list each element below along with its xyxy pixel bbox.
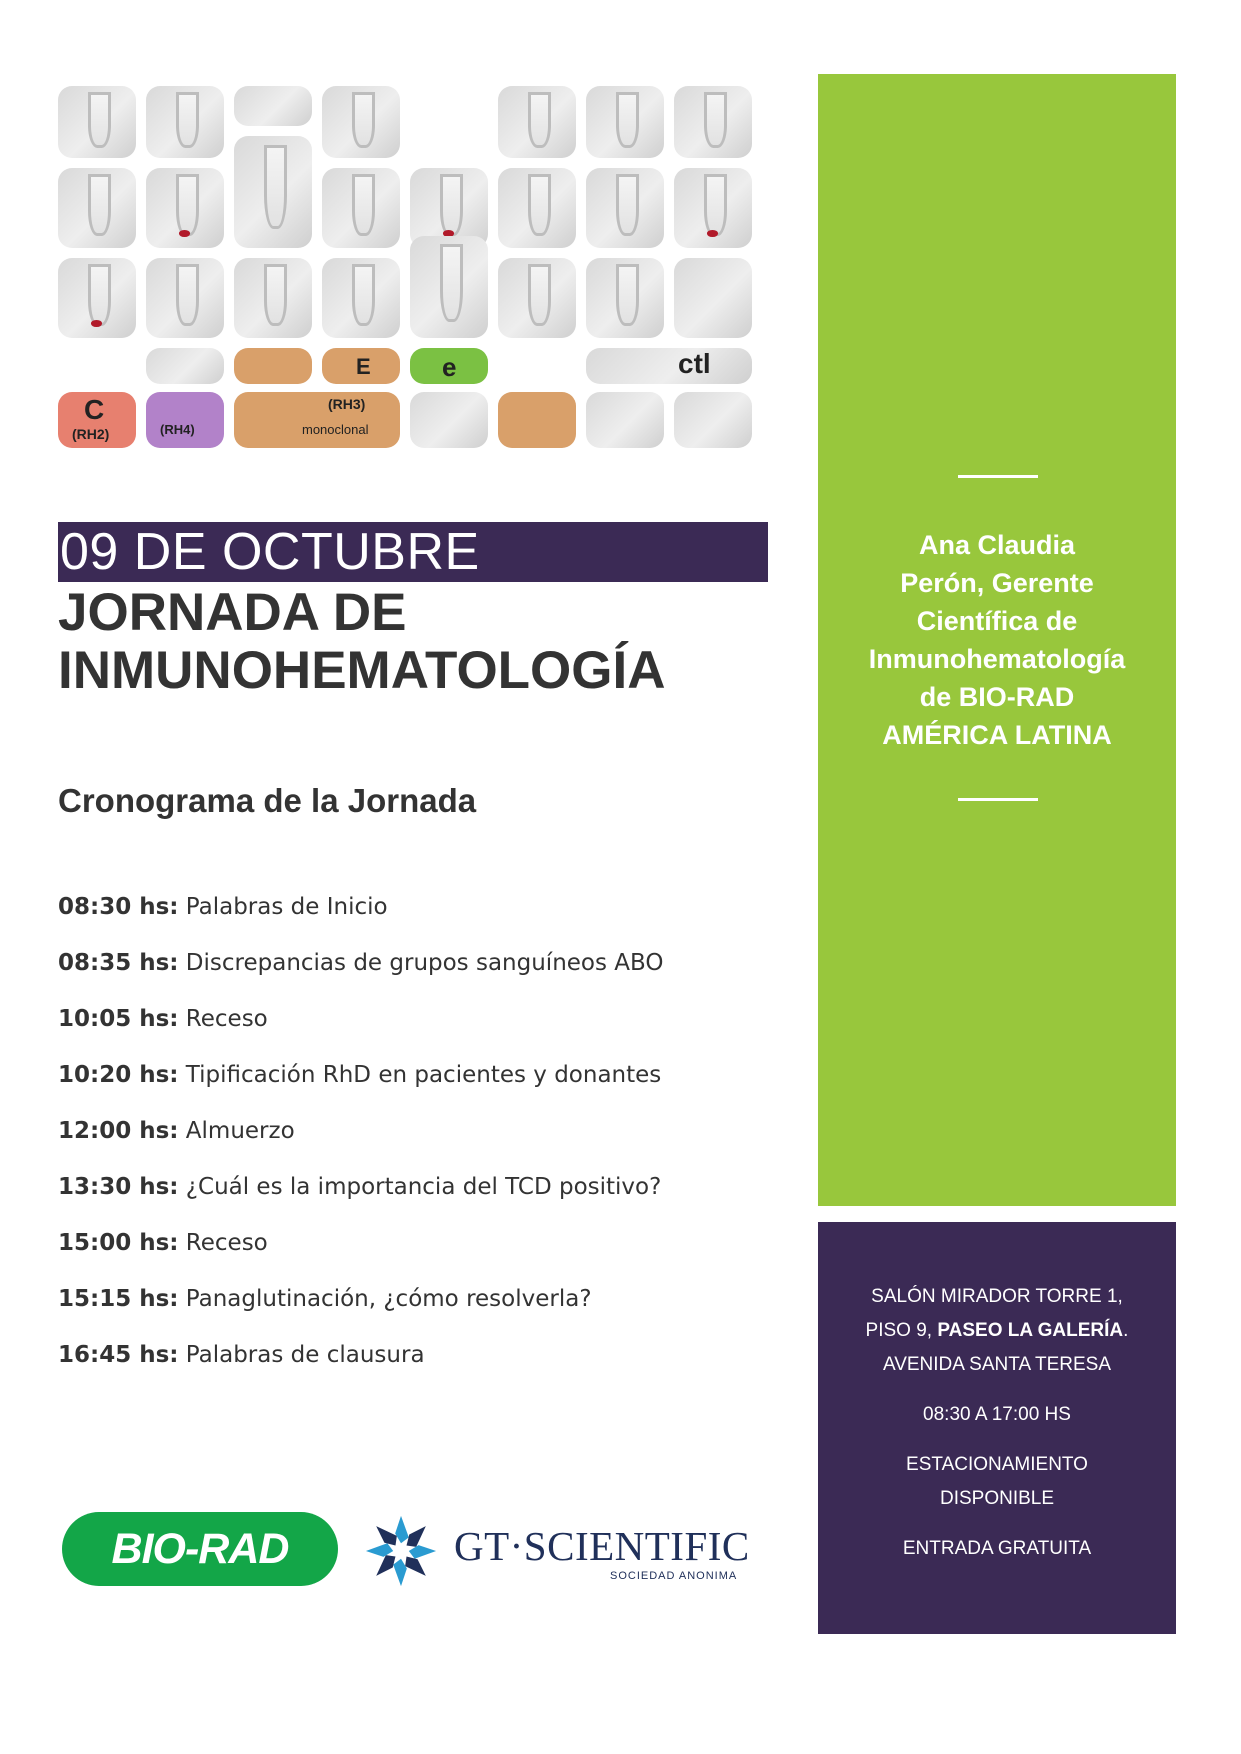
collage-tile: [146, 86, 224, 158]
schedule-time: 08:35 hs:: [58, 950, 179, 976]
divider: [958, 475, 1038, 478]
collage-tile: [498, 392, 576, 448]
collage-tile: [674, 86, 752, 158]
collage-tile: [234, 392, 400, 448]
collage-tile: [410, 348, 488, 384]
collage-tile: [58, 86, 136, 158]
collage-tile: [322, 168, 400, 248]
collage-tile: [322, 348, 400, 384]
collage-tile: [586, 348, 752, 384]
gt-scientific-icon: [362, 1512, 440, 1590]
collage-tile: [498, 258, 576, 338]
collage-tile: [58, 258, 136, 338]
collage-tile: [586, 86, 664, 158]
collage-tile: [146, 258, 224, 338]
schedule-activity: Tipificación RhD en pacientes y donantes: [185, 1062, 662, 1088]
schedule-activity: Receso: [185, 1230, 268, 1256]
venue-parking: [838, 1448, 1156, 1516]
biorad-logo: [62, 1512, 338, 1586]
speaker-line: AMÉRICA LATINA: [882, 720, 1112, 750]
collage-tile: [674, 392, 752, 448]
collage-label: (RH2): [72, 426, 110, 442]
collage-tile: [586, 392, 664, 448]
venue-address-line: SALÓN MIRADOR TORRE 1,: [871, 1286, 1123, 1307]
venue-parking-line: ESTACIONAMIENTO: [906, 1454, 1088, 1475]
header-collage-image: [58, 86, 758, 448]
collage-label: e: [442, 352, 457, 382]
collage-tile: [410, 392, 488, 448]
gt-scientific-subtitle: SOCIEDAD ANONIMA: [610, 1570, 738, 1582]
speaker-line: de BIO-RAD: [919, 682, 1075, 712]
gt-scientific-logo: [362, 1512, 762, 1592]
schedule-activity: ¿Cuál es la importancia del TCD positivo?: [185, 1174, 662, 1200]
speaker-info: [838, 526, 1156, 754]
schedule-item: [58, 1172, 738, 1228]
collage-label: C: [84, 394, 105, 425]
schedule-heading: Cronograma de la Jornada: [58, 782, 477, 819]
schedule-activity: Palabras de clausura: [185, 1342, 425, 1368]
venue-address-punct: .: [1123, 1320, 1129, 1341]
event-title-line-2: INMUNOHEMATOLOGÍA: [58, 641, 666, 700]
collage-tile: [146, 168, 224, 248]
collage-tile: [234, 86, 312, 126]
venue-parking-line: DISPONIBLE: [939, 1488, 1055, 1509]
schedule-time: 13:30 hs:: [58, 1174, 179, 1200]
schedule-activity: Palabras de Inicio: [185, 894, 388, 920]
schedule-item: [58, 1228, 738, 1284]
collage-tile: [146, 348, 224, 384]
collage-label: E: [356, 354, 371, 379]
schedule-item: [58, 1060, 738, 1116]
schedule-activity: Receso: [185, 1006, 268, 1032]
collage-label: monoclonal: [302, 422, 369, 437]
divider: [958, 798, 1038, 801]
collage-tile: [674, 258, 752, 338]
collage-tile: [674, 168, 752, 248]
event-date: 09 DE OCTUBRE: [58, 522, 768, 582]
schedule-activity: Panaglutinación, ¿cómo resolverla?: [185, 1286, 592, 1312]
event-title-line-1: JORNADA DE: [58, 583, 407, 642]
collage-tile: [58, 392, 136, 448]
schedule-list: [58, 892, 738, 1396]
collage-tile: [146, 392, 224, 448]
schedule-activity: Almuerzo: [185, 1118, 295, 1144]
venue-name: PASEO LA GALERÍA: [937, 1320, 1124, 1341]
collage-tile: [498, 168, 576, 248]
schedule-time: 16:45 hs:: [58, 1342, 179, 1368]
collage-tile: [410, 236, 488, 338]
venue-info: [838, 1280, 1156, 1582]
collage-tile: [322, 86, 400, 158]
schedule-time: 12:00 hs:: [58, 1118, 179, 1144]
event-title: [58, 584, 778, 700]
schedule-item: [58, 1284, 738, 1340]
schedule-time: 10:05 hs:: [58, 1006, 179, 1032]
schedule-time: 15:15 hs:: [58, 1286, 179, 1312]
collage-label: (RH4): [160, 422, 195, 437]
collage-tile: [322, 258, 400, 338]
schedule-time: 08:30 hs:: [58, 894, 179, 920]
speaker-line: Científica de: [916, 606, 1078, 636]
schedule-item: [58, 1340, 738, 1396]
speaker-line: Perón, Gerente: [900, 568, 1094, 598]
venue-address-line: PISO 9,: [865, 1320, 938, 1341]
collage-tile: [234, 136, 312, 248]
schedule-item: [58, 1004, 738, 1060]
schedule-item: [58, 1116, 738, 1172]
biorad-logo-text: BIO-RAD: [111, 1524, 289, 1573]
collage-label: (RH3): [328, 396, 366, 412]
venue-hours: 08:30 A 17:00 HS: [923, 1404, 1071, 1425]
venue-address-line: AVENIDA SANTA TERESA: [882, 1354, 1112, 1375]
venue-address: [838, 1280, 1156, 1382]
schedule-activity: Discrepancias de grupos sanguíneos ABO: [185, 950, 664, 976]
collage-tile: [586, 168, 664, 248]
speaker-line: Inmunohematología: [868, 644, 1126, 674]
schedule-time: 15:00 hs:: [58, 1230, 179, 1256]
collage-tile: [234, 348, 312, 384]
speaker-line: Ana Claudia: [918, 530, 1076, 560]
gt-scientific-name: GT·SCIENTIFIC: [454, 1523, 750, 1569]
collage-tile: [58, 168, 136, 248]
schedule-item: [58, 948, 738, 1004]
schedule-time: 10:20 hs:: [58, 1062, 179, 1088]
collage-tile: [498, 86, 576, 158]
venue-entry: ENTRADA GRATUITA: [902, 1538, 1092, 1559]
collage-label: ctl: [678, 348, 711, 379]
collage-tile: [586, 258, 664, 338]
schedule-item: [58, 892, 738, 948]
collage-tile: [234, 258, 312, 338]
